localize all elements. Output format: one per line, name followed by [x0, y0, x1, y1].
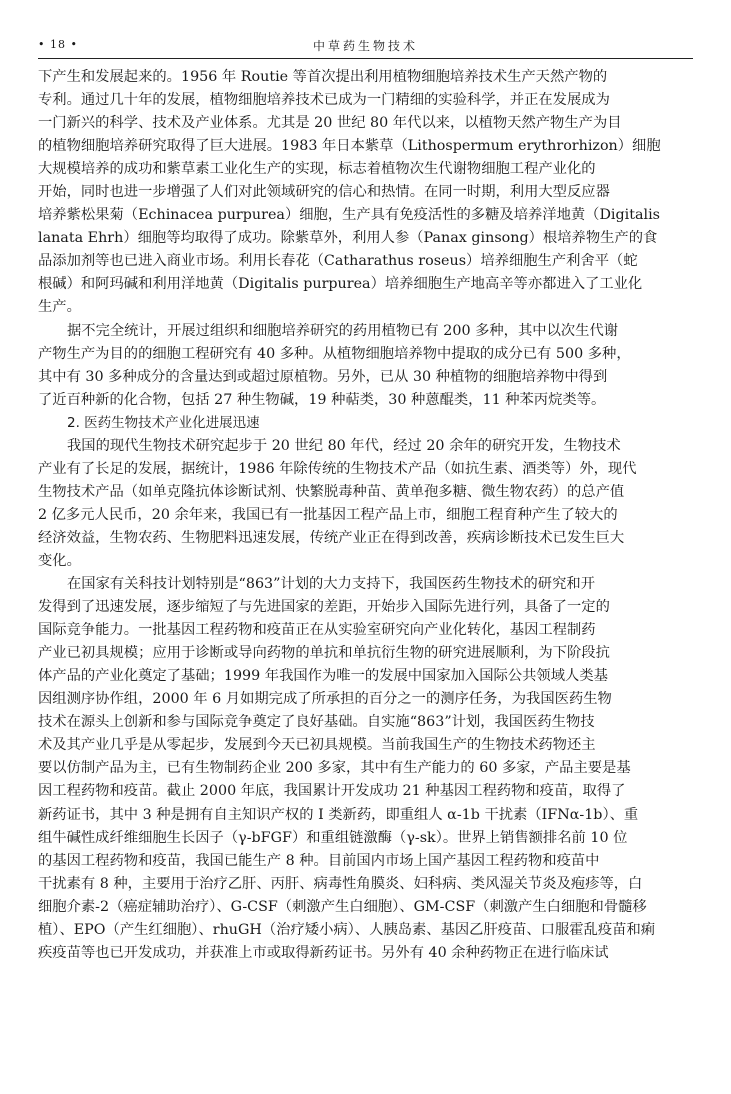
paragraph-first-line: 我国的现代生物技术研究起步于 20 世纪 80 年代，经过 20 余年的研究开发，生物技术	[67, 437, 621, 454]
paragraph-first-line: 在国家有关科技计划特别是“863”计划的大力支持下，我国医药生物技术的研究和开	[67, 576, 595, 593]
text-line: 发得到了迅速发展，逐步缩短了与先进国家的差距，开始步入国际先进行列，具备了一定的	[38, 599, 610, 616]
text-line: 的基因工程药物和疫苗，我国已能生产 8 种。目前国内市场上国产基因工程药物和疫苗中	[38, 852, 600, 869]
text-line: 的植物细胞培养研究取得了巨大进展。1983 年日本紫草（Lithospermum erythrorhizon）细胞	[38, 138, 661, 155]
running-title: 中草药生物技术	[312, 39, 418, 53]
text-line: 技术在源头上创新和参与国际竞争奠定了良好基础。自实施“863”计划，我国医药生物技	[38, 714, 595, 731]
text-line: 术及其产业几乎是从零起步，发展到今天已初具规模。当前我国生产的生物技术药物还主	[38, 737, 596, 754]
text-line: 品添加剂等也已进入商业市场。利用长春花（Catharathus roseus）培养细胞生产利舍平（蛇	[38, 253, 638, 270]
text-line: 体产品的产业化奠定了基础；1999 年我国作为唯一的发展中国家加入国际公共领域人类基	[38, 668, 608, 685]
text-line: 变化。	[38, 552, 81, 569]
text-line: 产业已初具规模；应用于诊断或导向药物的单抗和单抗衍生物的研究进展顺利，为下阶段抗	[38, 645, 610, 662]
text-line: 其中有 30 多种成分的含量达到或超过原植物。另外，已从 30 种植物的细胞培养物中得到	[38, 368, 608, 385]
text-line: 产业有了长足的发展，据统计，1986 年除传统的生物技术产品（如抗生素、酒类等）外，现代	[38, 460, 637, 477]
page-number: • 18 •	[38, 38, 78, 51]
text-line: 2 亿多元人民币，20 余年来，我国已有一批基因工程产品上市，细胞工程育种产生了较大的	[38, 506, 618, 523]
text-line: 专利。通过几十年的发展，植物细胞培养技术已成为一门精细的实验科学，并正在发展成为	[38, 92, 610, 109]
section-heading: 2. 医药生物技术产业化进展迅速	[67, 414, 260, 431]
text-line: lanata Ehrh）细胞等均取得了成功。除紫草外，利用人参（Panax ginsong）根培养物生产的食	[38, 230, 658, 247]
text-line: 了近百种新的化合物，包括 27 种生物碱，19 种萜类，30 种蒽醌类，11 种苯丙烷类等。	[38, 391, 606, 408]
text-line: 下产生和发展起来的。1956 年 Routie 等首次提出利用植物细胞培养技术生产天然产物的	[38, 69, 608, 85]
text-line: 一门新兴的科学、技术及产业体系。尤其是 20 世纪 80 年代以来，以植物天然产物生产为目	[38, 115, 622, 132]
text-line: 植）、EPO（产生红细胞）、rhuGH（治疗矮小病）、人胰岛素、基因乙肝疫苗、口服霍乱疫苗和痢	[38, 921, 656, 938]
paragraph-first-line: 据不完全统计，开展过组织和细胞培养研究的药用植物已有 200 多种，其中以次生代谢	[67, 322, 619, 339]
text-line: 根碱）和阿玛碱和利用洋地黄（Digitalis purpurea）培养细胞生产地高辛等亦都进入了工业化	[38, 276, 643, 293]
text-line: 组牛碱性成纤维细胞生长因子（γ-bFGF）和重组链激酶（γ-sk）。世界上销售额排名前 10 位	[38, 829, 628, 846]
text-line: 因工程药物和疫苗。截止 2000 年底，我国累计开发成功 21 种基因工程药物和疫苗，取得了	[38, 783, 626, 800]
text-line: 开始，同时也进一步增强了人们对此领域研究的信心和热情。在同一时期，利用大型反应器	[38, 184, 610, 201]
text-line: 新药证书，其中 3 种是拥有自主知识产权的 I 类新药，即重组人 α-1b 干扰素（IFNα-1b）、重	[38, 806, 639, 823]
page-header	[38, 34, 693, 56]
text-line: 因组测序协作组，2000 年 6 月如期完成了所承担的百分之一的测序任务，为我国医药生物	[38, 691, 612, 708]
text-line: 大规模培养的成功和紫草素工业化生产的实现，标志着植物次生代谢物细胞工程产业化的	[38, 161, 596, 178]
text-line: 培养紫松果菊（Echinacea purpurea）细胞，生产具有免疫活性的多糖及培养洋地黄（Digitalis	[38, 207, 660, 224]
text-line: 干扰素有 8 种，主要用于治疗乙肝、丙肝、病毒性角膜炎、妇科病、类风湿关节炎及疱疹等，白	[38, 875, 643, 892]
text-line: 国际竞争能力。一批基因工程药物和疫苗正在从实验室研究向产业化转化，基因工程制药	[38, 622, 596, 639]
text-line: 生产。	[38, 299, 81, 316]
text-line: 产物生产为目的的细胞工程研究有 40 多种。从植物细胞培养物中提取的成分已有 500 多种，	[38, 345, 631, 362]
text-line: 疾疫苗等也已开发成功，并获准上市或取得新药证书。另外有 40 余种药物正在进行临床试	[38, 944, 609, 961]
body-text	[38, 66, 693, 965]
text-line: 生物技术产品（如单克隆抗体诊断试剂、快繁脱毒种苗、黄单孢多糖、微生物农药）的总产值	[38, 483, 625, 500]
text-line: 要以仿制产品为主，已有生物制药企业 200 多家，其中有生产能力的 60 多家，产品主要是基	[38, 760, 631, 777]
header-rule	[38, 58, 693, 59]
text-line: 细胞介素-2（癌症辅助治疗）、G-CSF（刺激产生白细胞）、GM-CSF（刺激产生白细胞和骨髓移	[38, 898, 647, 915]
text-line: 经济效益，生物农药、生物肥料迅速发展，传统产业正在得到改善，疾病诊断技术已发生巨大	[38, 529, 625, 546]
